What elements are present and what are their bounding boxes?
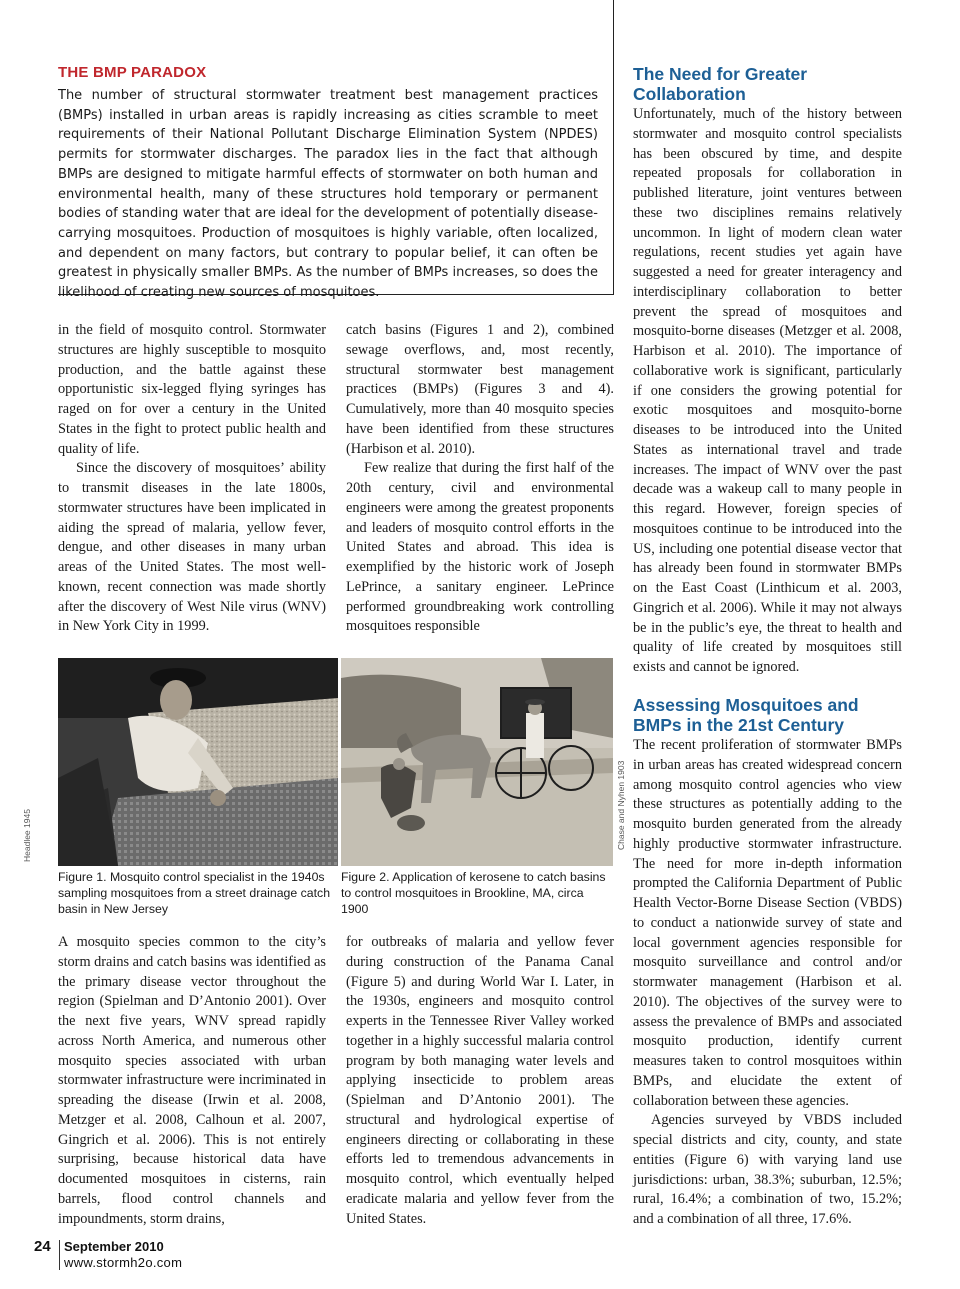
paragraph: Few realize that during the first half of the 20th century, civil and environmental engineers were among the greatest proponents and leaders of mosquito control efforts in the United States and abroad. This idea is exemplified by the historic work of Joseph LePrince, a sanitary engineer. LePrince performed groundbreaking work controlling mosquitoes responsible — [346, 460, 614, 635]
figure-2-photo — [341, 658, 613, 866]
issue-date: September 2010 — [64, 1239, 164, 1254]
section-heading-assessing: Assessing Mosquitoes and BMPs in the 21st Century — [633, 695, 859, 735]
column-1-top — [58, 321, 326, 637]
column-3-section-1 — [633, 105, 902, 678]
figure-2-caption: Figure 2. Application of kerosene to catch basins to control mosquitoes in Brookline, MA, circa 1900 — [341, 870, 606, 916]
paragraph: The recent proliferation of stormwater BMPs in urban areas has created widespread concern among mosquito control agencies who view these structures as potentially adding to the mosquito burden generated from the already highly productive stormwater infrastructure. The need for more in-depth information prompted the California Department of Public Health Vector-Borne Disease Section (VBDS) to conduct a nationwide survey of state and local government agencies responsible for mosquito surveillance and control and/or stormwater management (Harbison et al. 2010). The objectives of the survey were to assess the prevalence of BMPs and associated mosquito production, identify current measures taken to control mosquitoes within BMPs, and elucidate the extent of collaboration between these agencies. — [633, 737, 902, 1109]
paragraph: in the field of mosquito control. Stormwater structures are highly susceptible to mosquito production, and the battle against these opportunistic six-legged flying syringes has raged on for over a century in the United States in the fight to protect public health and quality of life. — [58, 322, 326, 457]
figure-1-photo — [58, 658, 338, 866]
page-number: 24 — [34, 1238, 51, 1255]
column-2-bottom — [346, 933, 614, 1229]
paragraph: A mosquito species common to the city’s storm drains and catch basins was identified as the primary disease vector throughout the region (Spielman and D’Antonio 2001). Over the next five years, WNV spread rapidly across North America, and numerous other mosquito species associated with urban stormwater infrastructure were incriminated in spreading the disease (Irwin et al. 2008, Metzger et al. 2008, Calhoun et al. 2007, Gingrich et al. 2006). This is not entirely surprising, because historical data have documented mosquitoes in cisterns, rain barrels, flood control channels and impoundments, storm drains, — [58, 934, 326, 1227]
paragraph: Unfortunately, much of the history between stormwater and mosquito control specialists has been obscured by time, and despite repeated proposals for collaboration in published literature, joint ventures between these two disciplines remains relatively uncommon. In light of modern clean water regulations, recent studies yet again have suggested a need for greater interagency and interdisciplinary collaboration to better prevent the spread of mosquitoes and mosquito-borne diseases (Metzger et al. 2008, Harbison et al. 2010). The importance of collaborative work is significant, particularly if one considers the growing potential for exotic mosquitoes and mosquito-borne diseases to be introduced into the United States as international travel and trade increases. The impact of WNV over the past decade was a wakeup call to many people in this regard. However, foreign species of mosquitoes continue to be introduced into the US, including one potential disease vector that has already been found in stormwater BMPs on the East Coast (Linthicum et al. 2003, Gingrich et al. 2006). While it may not always be in the public’s eye, the threat to health and quality of life created by mosquitoes still exists and cannot be ignored. — [633, 106, 902, 675]
paragraph: catch basins (Figures 1 and 2), combined sewage overflows, and, most recently, structural stormwater best management practices (BMPs) (Figures 3 and 4). Cumulatively, more than 40 mosquito species have been identified from these structures (Harbison et al. 2010). — [346, 322, 614, 457]
column-2-top — [346, 321, 614, 637]
column-1-bottom — [58, 933, 326, 1229]
footer-divider — [59, 1240, 60, 1270]
column-3-section-2 — [633, 736, 902, 1230]
sidebar-body: The number of structural stormwater treatment best management practices (BMPs) installed in urban areas is rapidly increasing as cities scramble to meet requirements of their National Pollutant Discharge Elimination System (NPDES) permits for stormwater discharges. The paradox lies in the fact that although BMPs are designed to mitigate harmful effects of stormwater on both human and environmental health, many of these structures hold temporary or permanent bodies of standing water that are ideal for the development of potentially disease-carrying mosquitoes. Production of mosquitoes is highly variable, often localized, and dependent on many factors, but contrary to popular belief, it can often be greatest in physically smaller BMPs. As the number of BMPs increases, so does the likelihood of creating new sources of mosquitoes. — [58, 88, 598, 301]
paragraph: for outbreaks of malaria and yellow fever during construction of the Panama Canal (Figure 5) and during World War I. Later, in the 1930s, engineers and mosquito control experts in the Tennessee River Valley worked together in a highly successful malaria control program by both managing water levels and applying insecticide to problem areas (Spielman and D’Antonio 2001). The structural and hydrological expertise of engineers directing or collaborating in these efforts led to tremendous advancements in mosquito control, which eventually helped eradicate malaria and yellow fever from the United States. — [346, 934, 614, 1227]
website-url: www.stormh2o.com — [64, 1255, 183, 1270]
section-heading-collaboration: The Need for Greater Collaboration — [633, 64, 808, 104]
figure-1-credit: Headlee 1945 — [22, 809, 32, 862]
figure-2-credit: Chase and Nyhen 1903 — [616, 760, 626, 850]
figure-1-caption: Figure 1. Mosquito control specialist in the 1940s sampling mosquitoes from a street drainage catch basin in New Jersey — [58, 870, 331, 916]
sidebar-title: THE BMP PARADOX — [58, 64, 207, 81]
paragraph: Since the discovery of mosquitoes’ ability to transmit diseases in the late 1800s, stormwater structures have been implicated in aiding the spread of malaria, yellow fever, dengue, and other diseases in many urban areas of the United States. The most well-known, recent connection was made shortly after the discovery of West Nile virus (WNV) in New York City in 1999. — [58, 460, 326, 635]
paragraph: Agencies surveyed by VBDS included special districts and city, county, and state entities (Figure 6) with varying land use jurisdictions: urban, 38.3%; suburban, 12.5%; rural, 16.4%; a combination of two, 15.2%; and a combination of all three, 17.6%. — [633, 1112, 902, 1227]
